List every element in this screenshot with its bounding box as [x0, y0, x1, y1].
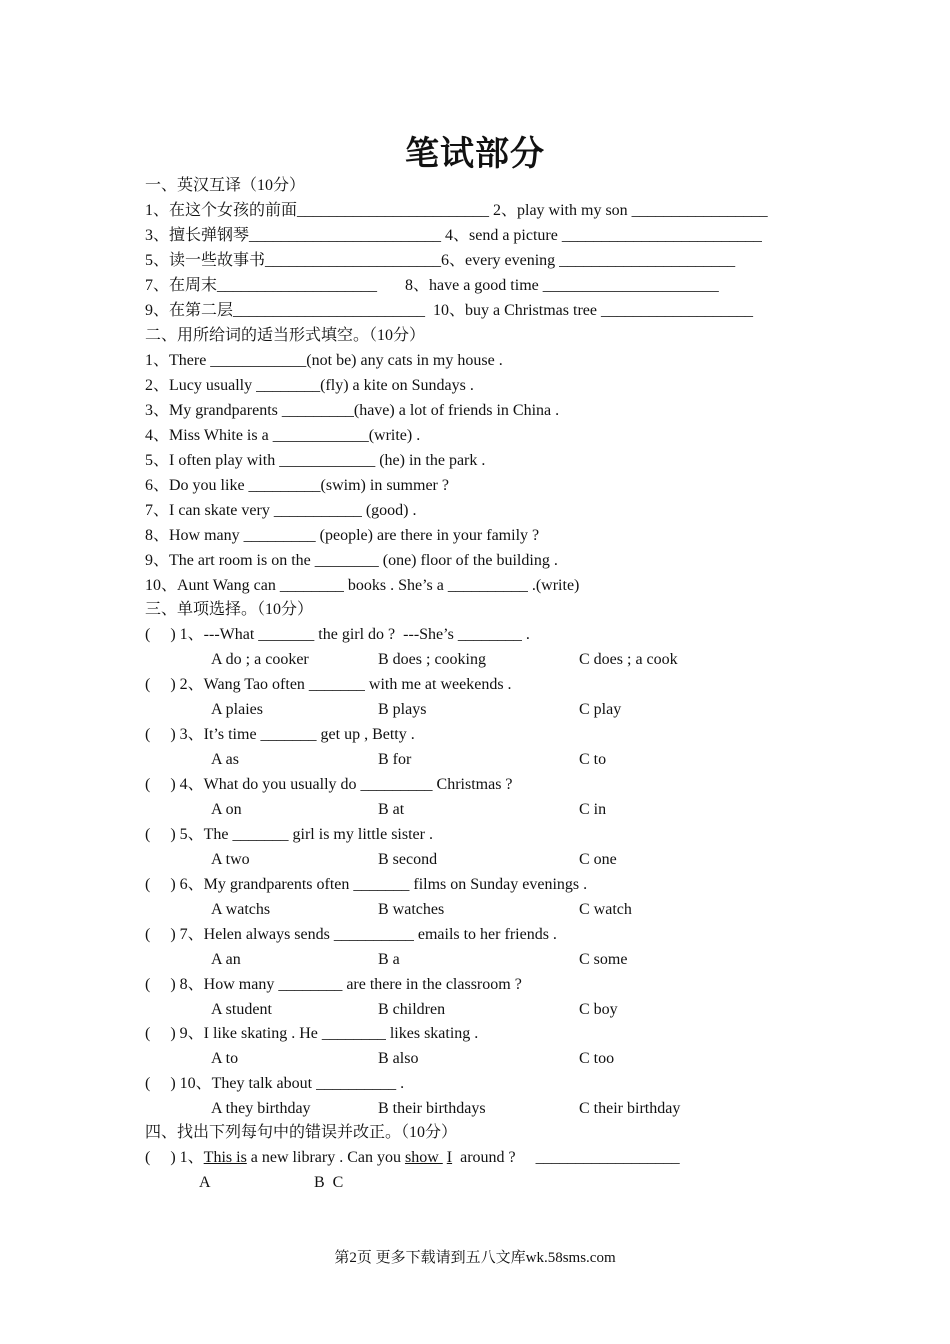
option-c: C does ; a cook [579, 651, 678, 668]
option-c: C boy [579, 1001, 618, 1018]
error-label-bc: B C [314, 1174, 344, 1191]
option-b: B second [378, 851, 438, 868]
choice-question: ( ) 4、What do you usually do _________ Christmas ? [145, 776, 513, 793]
error-correction-question [145, 1148, 680, 1168]
option-a: A as [211, 751, 239, 768]
fill-in-line: 4、Miss White is a ____________(write) . [145, 427, 421, 444]
option-a: A on [211, 801, 242, 818]
option-b: B also [378, 1050, 419, 1067]
option-b: B does ; cooking [378, 651, 486, 668]
choice-question: ( ) 2、Wang Tao often _______ with me at weekends . [145, 676, 512, 693]
section-heading-error-correction: 四、找出下列每句中的错误并改正。（10分） [145, 1124, 458, 1141]
option-c: C their birthday [579, 1100, 681, 1117]
choice-question: ( ) 8、How many ________ are there in the classroom ? [145, 976, 522, 993]
option-b: B children [378, 1001, 446, 1018]
fill-in-line: 9、The art room is on the ________ (one) floor of the building . [145, 552, 558, 569]
choice-question: ( ) 1、---What _______ the girl do ? ---She’s ________ . [145, 626, 530, 643]
page-title: 笔试部分 [405, 134, 545, 174]
fill-in-line: 3、My grandparents _________(have) a lot of friends in China . [145, 402, 560, 419]
option-b: B for [378, 751, 412, 768]
option-c: C one [579, 851, 617, 868]
option-b: B plays [378, 701, 427, 718]
choice-question: ( ) 3、It’s time _______ get up , Betty . [145, 726, 415, 743]
option-b: B their birthdays [378, 1100, 486, 1117]
translation-line: 7、在周末____________________ 8、have a good time ______________________ [145, 277, 719, 294]
error-label-a: A [199, 1174, 211, 1191]
translation-line: 3、擅长弹钢琴________________________ 4、send a picture _________________________ [145, 227, 762, 244]
fill-in-line: 8、How many _________ (people) are there in your family ? [145, 527, 540, 544]
error-part-b: show [404, 1149, 443, 1166]
option-a: A they birthday [211, 1100, 311, 1117]
option-c: C some [579, 951, 628, 968]
option-a: A two [211, 851, 250, 868]
option-c: C in [579, 801, 607, 818]
choice-question: ( ) 9、I like skating . He ________ likes skating . [145, 1025, 479, 1042]
translation-line: 1、在这个女孩的前面________________________ 2、play with my son _________________ [145, 202, 768, 219]
option-a: A student [211, 1001, 272, 1018]
section-heading-fill-in: 二、用所给词的适当形式填空。（10分） [145, 327, 426, 344]
section-heading-multiple-choice: 三、单项选择。（10分） [145, 601, 314, 618]
section-heading-translation: 一、英汉互译（10分） [145, 177, 306, 194]
translation-line: 5、读一些故事书______________________6、every evening ______________________ [145, 252, 736, 269]
fill-in-line: 5、I often play with ____________ (he) in the park . [145, 452, 486, 469]
choice-question: ( ) 5、The _______ girl is my little sister . [145, 826, 433, 843]
option-b: B a [378, 951, 400, 968]
option-a: A do ; a cooker [211, 651, 309, 668]
option-c: C to [579, 751, 607, 768]
page-footer: 第2页 更多下载请到五八文库wk.58sms.com [334, 1250, 616, 1266]
option-c: C play [579, 701, 622, 718]
error-part-c: I [446, 1149, 453, 1166]
question-text: around ? __________________ [452, 1149, 680, 1166]
question-prefix: ( ) 1、 [145, 1149, 204, 1166]
option-a: A to [211, 1050, 239, 1067]
option-b: B at [378, 801, 405, 818]
option-c: C too [579, 1050, 615, 1067]
choice-question: ( ) 10、They talk about __________ . [145, 1075, 405, 1092]
error-part-a: This is [203, 1149, 247, 1166]
fill-in-line: 10、Aunt Wang can ________ books . She’s a __________ .(write) [145, 577, 580, 594]
choice-question: ( ) 7、Helen always sends __________ emails to her friends . [145, 926, 557, 943]
option-c: C watch [579, 901, 632, 918]
fill-in-line: 7、I can skate very ___________ (good) . [145, 502, 417, 519]
option-b: B watches [378, 901, 445, 918]
translation-line: 9、在第二层________________________ 10、buy a Christmas tree ___________________ [145, 302, 753, 319]
fill-in-line: 1、There ____________(not be) any cats in my house . [145, 352, 503, 369]
fill-in-line: 2、Lucy usually ________(fly) a kite on Sundays . [145, 377, 474, 394]
option-a: A watchs [211, 901, 271, 918]
choice-question: ( ) 6、My grandparents often _______ films on Sunday evenings . [145, 876, 588, 893]
option-a: A plaies [211, 701, 263, 718]
question-text: a new library . Can you [246, 1149, 405, 1166]
option-a: A an [211, 951, 241, 968]
fill-in-line: 6、Do you like _________(swim) in summer ? [145, 477, 449, 494]
